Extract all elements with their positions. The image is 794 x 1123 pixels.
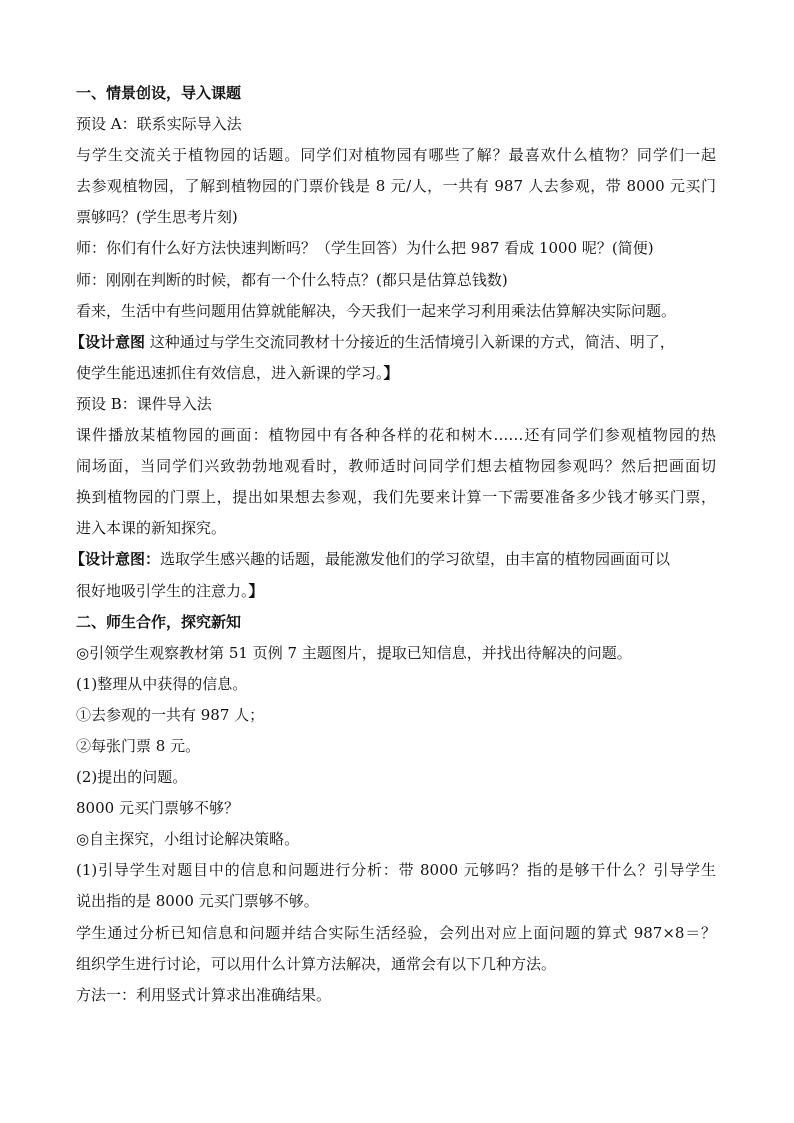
design-intent-b-cont	[76, 576, 716, 607]
analysis-line: 说出指的是 8000 元买门票够不够。	[76, 892, 319, 911]
formula-line: 组织学生进行讨论，可以用什么计算方法解决，通常会有以下几种方法。	[76, 954, 557, 973]
method-one: 方法一：利用竖式计算求出准确结果。	[76, 985, 332, 1004]
list-item: (2)提出的问题。	[76, 768, 188, 787]
preset-a-para-line: 与学生交流关于植物园的话题。同学们对植物园有哪些了解？最喜欢什么植物？同学们一起	[76, 146, 716, 165]
preset-a-conclusion: 看来，生活中有些问题用估算就能解决，今天我们一起来学习利用乘法估算解决实际问题。	[76, 301, 677, 320]
design-intent-text: 使学生能迅速抓住有效信息，进入新课的学习。	[76, 363, 384, 382]
list-item: 8000 元买门票够不够？	[76, 799, 239, 818]
preset-b-para-line: 进入本课的新知探究。	[76, 519, 227, 538]
preset-a-title: 预设 A：联系实际导入法	[76, 115, 242, 134]
design-intent-label: 【设计意图：	[70, 550, 161, 569]
section-heading-2: 二、师生合作，探究新知	[76, 612, 242, 631]
preset-b-para-line: 换到植物园的门票上，提出如果想去参观，我们先要来计算一下需要准备多少钱才够买门票，	[76, 488, 716, 507]
design-intent-end: 】	[383, 363, 399, 382]
preset-a-para-line: 票够吗？(学生思考片刻)	[76, 208, 238, 227]
design-intent-end: 】	[248, 581, 264, 600]
design-intent-text: 这种通过与学生交流同教材十分接近的生活情境引入新课的方式，简洁、明了，	[145, 332, 675, 351]
preset-a-para-line: 去参观植物园，了解到植物园的门票价钱是 8 元/人，一共有 987 人去参观，带 8000 元买门	[76, 177, 716, 196]
section-heading-1: 一、情景创设，导入课题	[76, 84, 242, 102]
design-intent-b	[70, 544, 716, 575]
design-intent-a-cont	[76, 358, 716, 389]
teacher-question: 师：刚刚在判断的时候，都有一个什么特点？(都只是估算总钱数)	[76, 270, 508, 289]
analysis-line: (1)引导学生对题目中的信息和问题进行分析：带 8000 元够吗？指的是够干什么？引导学生	[76, 861, 716, 880]
preset-b-para-line: 课件播放某植物园的画面：植物园中有各种各样的花和树木……还有同学们参观植物园的热	[76, 426, 716, 445]
teacher-question: 师：你们有什么好方法快速判断吗？（学生回答）为什么把 987 看成 1000 呢？(简便)	[76, 239, 654, 258]
preset-b-title: 预设 B：课件导入法	[76, 394, 212, 413]
preset-b-para-line: 闹场面，当同学们兴致勃勃地观看时，教师适时问同学们想去植物园参观吗？然后把画面切	[76, 457, 716, 476]
list-item: ◎自主探究，小组讨论解决策略。	[76, 830, 300, 849]
design-intent-text: 选取学生感兴趣的话题，最能激发他们的学习欲望，由丰富的植物园画面可以	[160, 550, 671, 569]
list-item: ②每张门票 8 元。	[76, 736, 201, 755]
design-intent-label: 【设计意图	[70, 332, 146, 351]
list-item: ◎引领学生观察教材第 51 页例 7 主题图片，提取已知信息，并找出待解决的问题。	[76, 643, 632, 662]
formula-line: 学生通过分析已知信息和问题并结合实际生活经验，会列出对应上面问题的算式 987×8＝？	[76, 923, 716, 942]
design-intent-a	[70, 327, 716, 358]
list-item: (1)整理从中获得的信息。	[76, 674, 248, 693]
list-item: ①去参观的一共有 987 人；	[76, 705, 265, 724]
lesson-content	[70, 78, 716, 1011]
design-intent-text: 很好地吸引学生的注意力。	[76, 581, 249, 600]
